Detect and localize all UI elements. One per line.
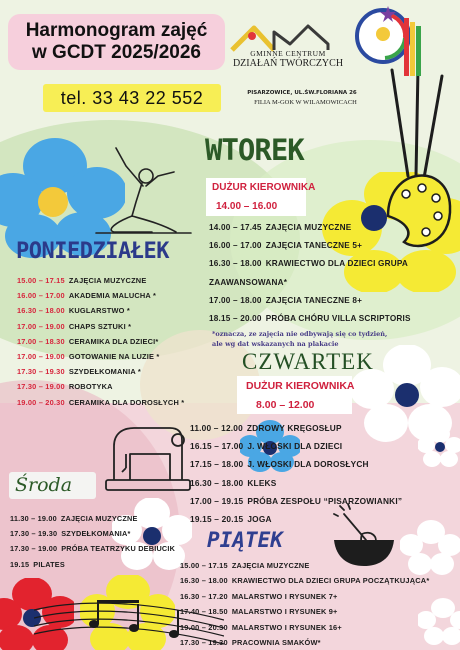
- schedule-row: [190, 478, 276, 488]
- schedule-time: 11.30 – 19.00: [10, 514, 57, 523]
- schedule-activity: PRACOWNIA SMAKÓW*: [231, 638, 321, 647]
- schedule-time: 16.30 – 18.00: [180, 576, 228, 586]
- schedule-activity: MALARSTWO I RYSUNEK 7+: [231, 591, 338, 601]
- schedule-activity: ZAJĘCIA TANECZNE 5+: [265, 241, 363, 251]
- schedule-row: [180, 623, 342, 632]
- schedule-time: 17.00 – 19.00: [17, 352, 65, 361]
- phone-number: tel. 33 43 22 552: [43, 84, 221, 112]
- schedule-activity: J. WŁOSKI DLA DZIECI: [247, 441, 343, 452]
- schedule-activity: KRAWIECTWO DLA DZIECI GRUPA POCZĄTKUJĄCA*: [231, 576, 430, 586]
- schedule-time: 14.00 – 17.45: [209, 223, 262, 232]
- schedule-row: [190, 459, 369, 469]
- org-name: [232, 49, 344, 69]
- schedule-row: [17, 276, 146, 285]
- schedule-time: 19.15: [10, 559, 30, 569]
- schedule-row: [190, 514, 272, 524]
- schedule-row: [180, 607, 338, 616]
- schedule-time: 16.30 – 17.20: [180, 591, 228, 601]
- whisk-bowl-icon: [330, 500, 398, 570]
- schedule-row: [209, 223, 351, 232]
- schedule-row: [190, 423, 342, 433]
- schedule-time: 17.00 – 19.15: [190, 495, 244, 506]
- schedule-time: 11.00 – 12.00: [190, 423, 243, 433]
- schedule-row: [209, 241, 362, 250]
- wtorek-heading: WTOREK: [205, 133, 304, 167]
- schedule-row: [10, 514, 138, 523]
- schedule-time: 19.00 – 20.30: [180, 622, 228, 632]
- schedule-time: 17.15 – 18.00: [190, 459, 244, 470]
- schedule-row: [17, 367, 141, 376]
- schedule-activity: MALARSTWO I RYSUNEK 16+: [231, 622, 342, 632]
- schedule-activity: PRÓBA ZESPOŁU “PISARZOWIANKI”: [247, 495, 403, 506]
- schedule-time: 16.15 – 17.00: [190, 441, 244, 452]
- title-line-2: w GCDT 2025/2026: [32, 42, 201, 63]
- schedule-activity: GOTOWANIE NA LUZIE *: [68, 352, 160, 361]
- schedule-activity: JOGA: [247, 514, 272, 524]
- schedule-time: 18.15 – 20.00: [209, 314, 262, 323]
- czwartek-duty-label: DUŻUR KIEROWNIKA: [246, 380, 355, 392]
- schedule-row: [209, 259, 408, 268]
- schedule-activity: ZDROWY KRĘGOSŁUP: [246, 423, 342, 433]
- schedule-row: [209, 296, 362, 305]
- piatek-heading: PIĄTEK: [207, 528, 283, 552]
- schedule-activity: ZAJĘCIA MUZYCZNE: [231, 561, 310, 570]
- schedule-activity: MALARSTWO I RYSUNEK 9+: [231, 607, 338, 617]
- title-box: [8, 14, 225, 70]
- org-name-line-2: DZIAŁAŃ TWÓRCZYCH: [232, 58, 344, 69]
- schedule-time: 17.00 – 19.00: [17, 321, 65, 331]
- schedule-row: [10, 560, 65, 569]
- schedule-row: [17, 322, 131, 331]
- schedule-time: 17.40 – 18.50: [180, 607, 228, 617]
- schedule-row: [209, 314, 411, 323]
- sroda-heading: Środa: [15, 474, 73, 496]
- schedule-activity: KRAWIECTWO DLA DZIECI GRUPA: [265, 259, 408, 269]
- schedule-row: [209, 278, 287, 287]
- schedule-activity: ZAJĘCIA MUZYCZNE: [265, 223, 352, 232]
- schedule-time: 15.00 – 17.15: [17, 276, 65, 285]
- schedule-time: 17.30 – 19.30: [180, 638, 228, 647]
- decorative-leaves-icon: [402, 18, 424, 76]
- schedule-row: [17, 306, 130, 315]
- schedule-row: [180, 561, 309, 570]
- schedule-time: 19.15 – 20.15: [190, 514, 244, 524]
- schedule-time: 17.30 – 19.00: [10, 544, 58, 554]
- palette-icon: [378, 66, 458, 256]
- schedule-row: [10, 544, 175, 553]
- yoga-figure-icon: [86, 136, 201, 238]
- schedule-activity: AKADEMIA MALUCHA *: [68, 291, 157, 301]
- schedule-row: [17, 291, 156, 300]
- schedule-time: 17.00 – 18.00: [209, 295, 262, 305]
- schedule-time: 16.00 – 17.00: [209, 241, 262, 251]
- org-name-line-1: GMINNE CENTRUM: [250, 49, 326, 58]
- schedule-activity: KLEKS: [247, 477, 277, 488]
- schedule-time: 15.00 – 17.15: [180, 561, 228, 570]
- schedule-row: [17, 382, 113, 391]
- schedule-time: 16.30 – 18.00: [190, 477, 244, 488]
- schedule-activity: SZYDEŁKOMANIA *: [68, 367, 141, 377]
- czwartek-heading: CZWARTEK: [242, 349, 374, 374]
- schedule-time: 17.30 – 19.00: [17, 382, 65, 392]
- schedule-row: [17, 398, 184, 407]
- schedule-row: [17, 337, 159, 346]
- schedule-row: [190, 441, 342, 451]
- schedule-activity: PRÓBA TEATRZYKU DEBIUCIK: [61, 544, 176, 554]
- schedule-row: [17, 352, 159, 361]
- white-flower-icon: [418, 598, 460, 650]
- schedule-row: [10, 529, 131, 538]
- org-address: PISARZOWICE, UL.ŚW.FLORIANA 26: [247, 90, 357, 96]
- schedule-activity: PILATES: [33, 559, 65, 569]
- schedule-time: 16.30 – 18.00: [209, 259, 262, 269]
- schedule-activity: CHAPS SZTUKI *: [68, 321, 132, 331]
- schedule-activity: CERAMIKA DLA DOROSŁYCH *: [68, 397, 185, 407]
- schedule-activity: ZAJĘCIA MUZYCZNE: [68, 276, 147, 285]
- schedule-activity: CERAMIKA DLA DZIECI*: [68, 336, 159, 346]
- schedule-activity: SZYDEŁKOMANIA*: [61, 529, 131, 539]
- schedule-time: 17.30 – 19.30: [10, 529, 58, 539]
- wtorek-duty-time: 14.00 – 16.00: [216, 201, 278, 212]
- schedule-activity: J. WŁOSKI DLA DOROSŁYCH: [247, 459, 369, 470]
- schedule-row: [190, 496, 402, 506]
- wtorek-duty-label: DUŻUR KIEROWNIKA: [212, 182, 316, 193]
- schedule-time: 17.30 – 19.30: [17, 367, 65, 377]
- title-line-1: Harmonogram zajęć: [25, 20, 208, 41]
- white-flower-icon: [418, 425, 460, 469]
- schedule-activity: ROBOTYKA: [68, 382, 113, 392]
- schedule-time: 17.00 – 18.30: [17, 336, 65, 346]
- schedule-activity: ZAAWANSOWANA*: [209, 277, 288, 287]
- schedule-time: 16.30 – 18.00: [17, 306, 65, 316]
- schedule-row: [180, 576, 429, 585]
- schedule-activity: PRÓBA CHÓRU VILLA SCRIPTORIS: [265, 314, 411, 323]
- poniedzialek-heading: PONIEDZIAŁEK: [16, 239, 169, 264]
- schedule-activity: KUGLARSTWO *: [68, 306, 130, 316]
- attendance-note-line-1: *oznacza, ze zajęcia nie odbywają się co tydzień,: [212, 330, 388, 338]
- schedule-row: [180, 638, 321, 647]
- schedule-activity: ZAJĘCIA TANECZNE 8+: [265, 295, 363, 305]
- org-subtitle: FILIA M-GOK W WILAMOWICACH: [254, 99, 357, 106]
- schedule-activity: ZAJĘCIA MUZYCZNE: [60, 514, 138, 523]
- schedule-time: 19.00 – 20.30: [17, 397, 65, 407]
- schedule-row: [180, 592, 338, 601]
- decorative-star-icon: [380, 6, 396, 22]
- schedule-time: 16.00 – 17.00: [17, 291, 65, 301]
- czwartek-duty-time: 8.00 – 12.00: [256, 399, 315, 411]
- attendance-note-line-2: ale wg dat wskazanych na plakacie: [212, 340, 339, 348]
- sewing-machine-icon: [100, 410, 195, 498]
- white-flower-icon: [400, 520, 460, 580]
